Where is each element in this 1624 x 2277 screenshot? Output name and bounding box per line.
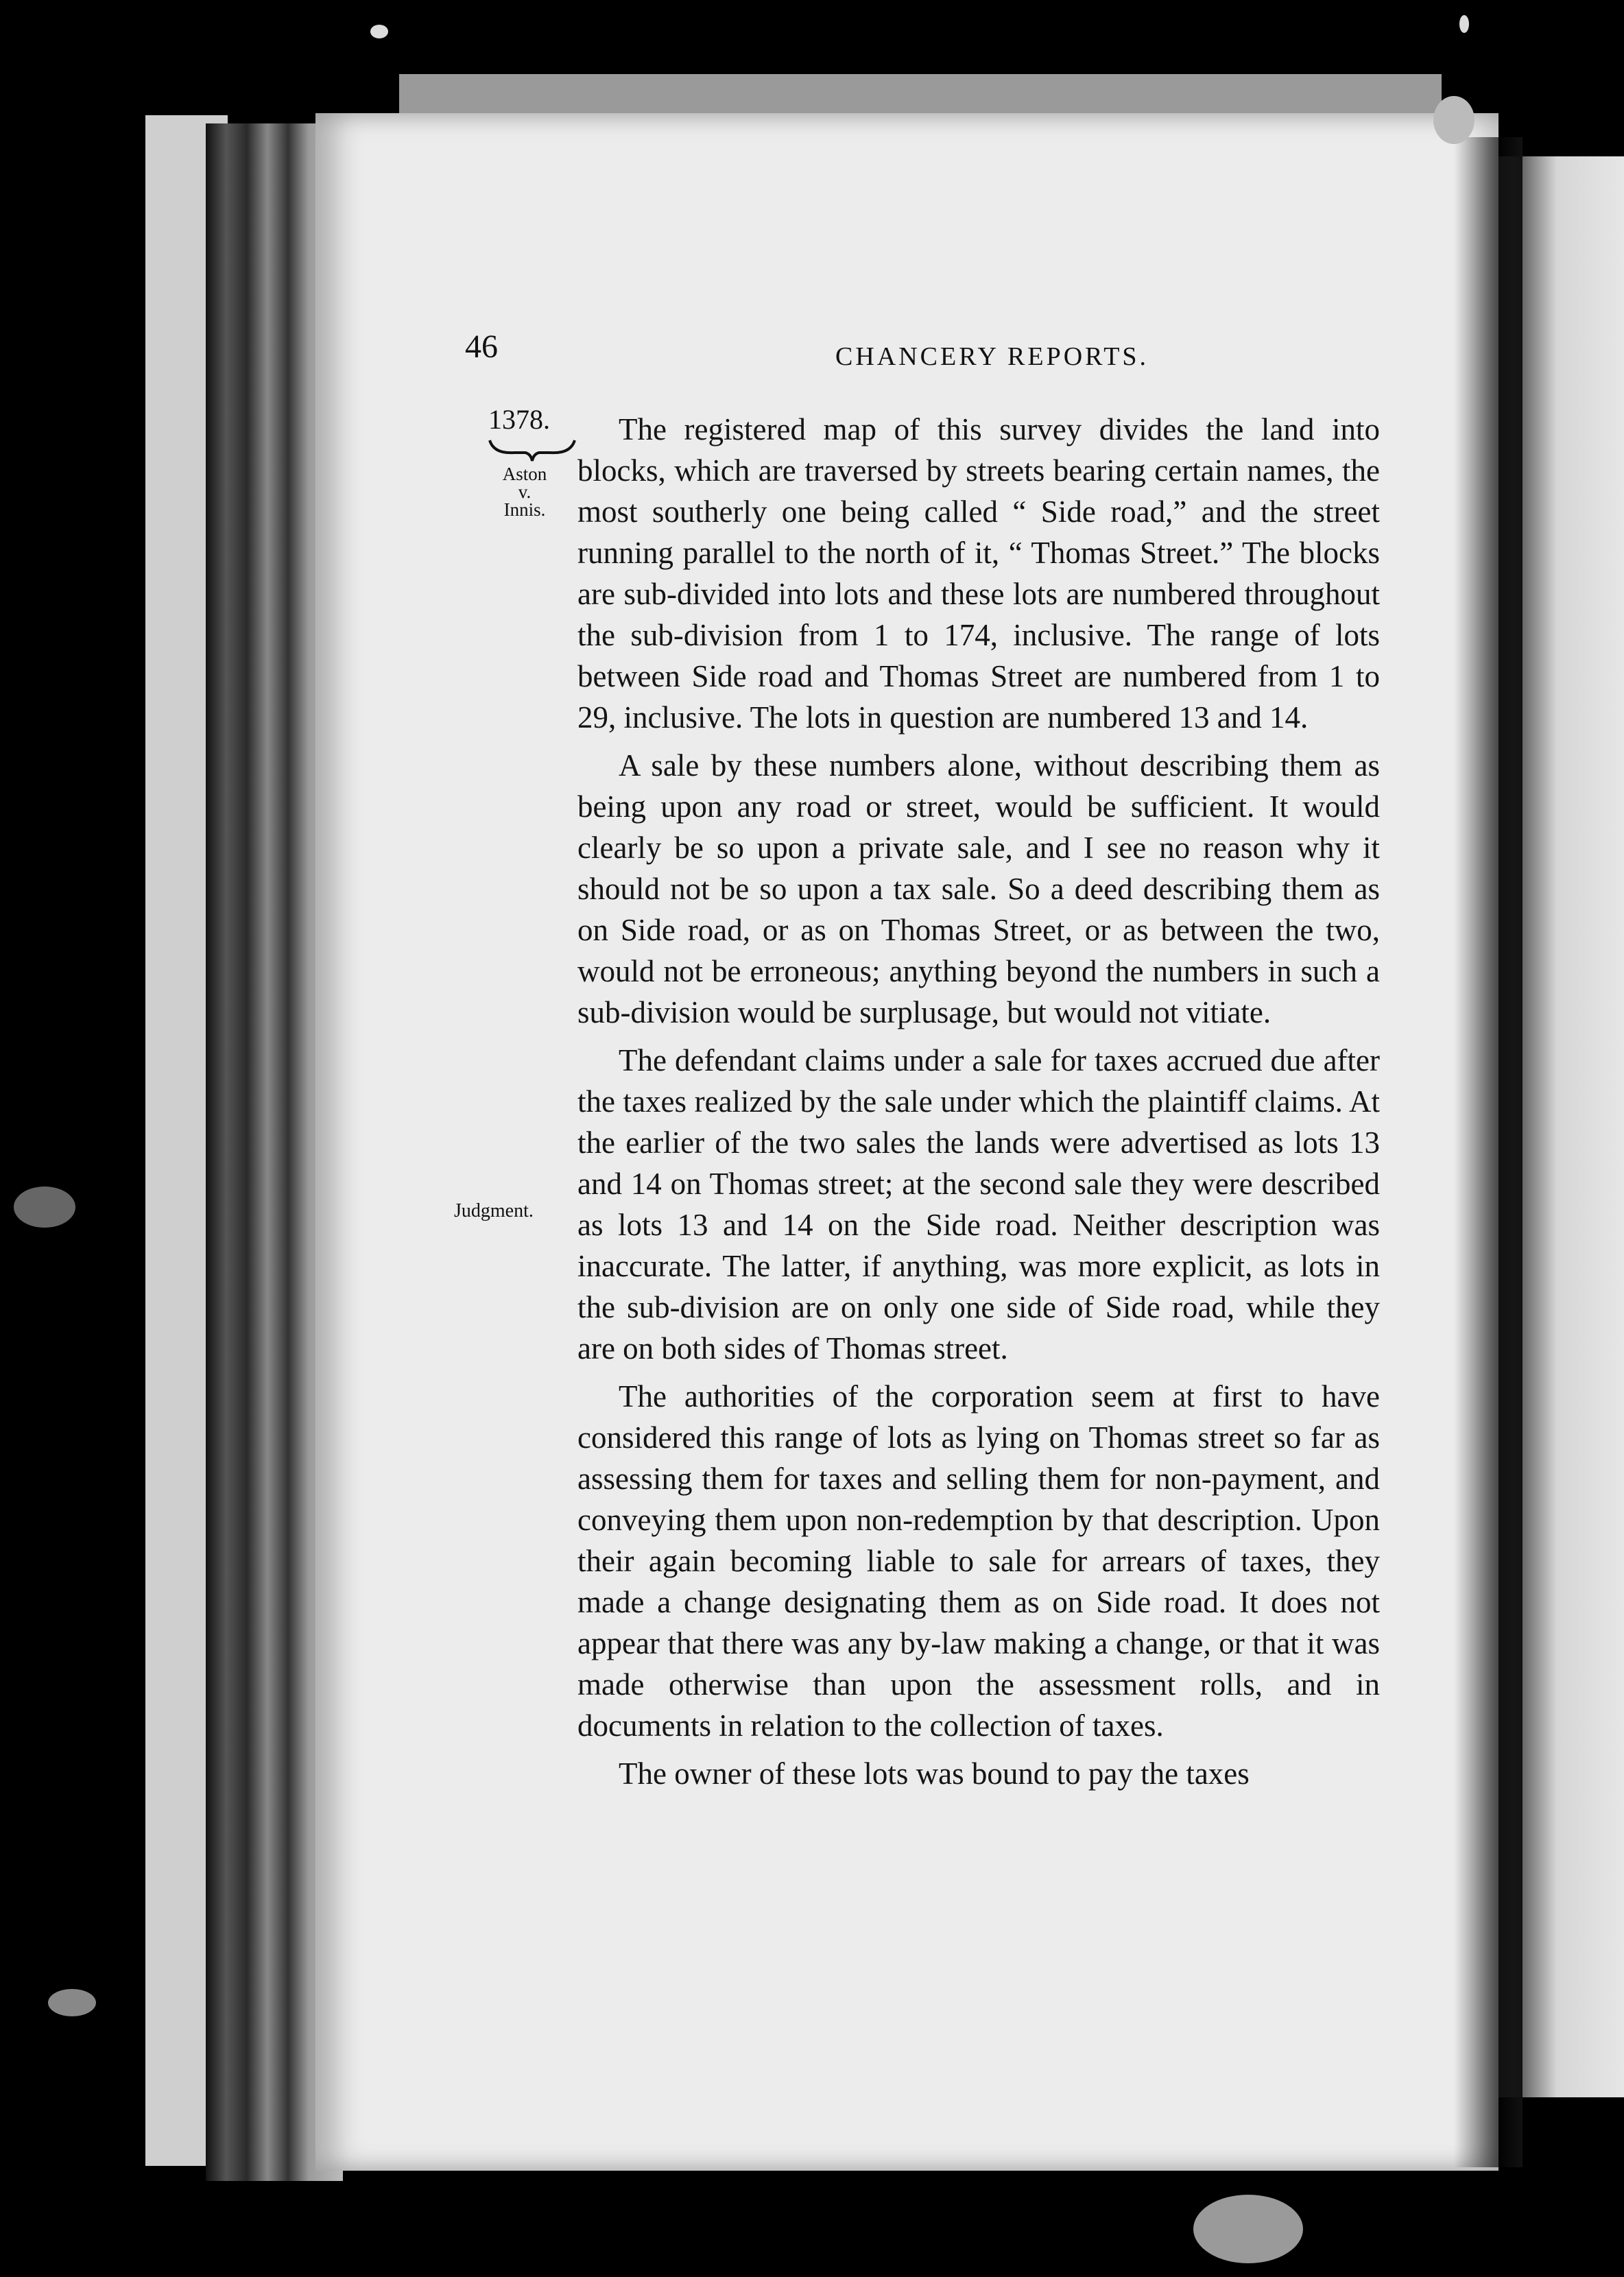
scan-speck	[14, 1187, 75, 1228]
margin-case-versus: v.	[518, 481, 532, 502]
running-head: CHANCERY REPORTS.	[835, 342, 1149, 371]
scan-speck	[1459, 15, 1469, 33]
page-fold-shadow	[1454, 137, 1522, 2167]
scan-speck	[1433, 96, 1474, 144]
paragraph-2: A sale by these numbers alone, without describing them as being upon any road or street, would be sufficient. It would clearly be so upon a private sale, and I see no reason why it should not be so upon a tax sale. So a deed describing them as on Side road, or as on Thomas Street, or as between the two, would not be erroneous; anything beyond the numbers in such a sub-division would be surplusage, but would not vitiate.	[577, 748, 1380, 1029]
margin-judgment-label: Judgment.	[454, 1200, 534, 1221]
margin-case-party-1: Aston	[502, 464, 547, 484]
margin-case-party-2: Innis.	[503, 499, 546, 520]
paragraph-1: The registered map of this survey divides the land into blocks, which are traversed by streets bearing certain names, the most southerly one being called “ Side road,” and the street running parallel to the north of it, “ Thomas Street.” The blocks are sub-divided into lots and these lots are numbered throughout the sub-division from 1 to 174, inclusive. The range of lots between Side road and Thomas Street are numbered from 1 to 29, inclusive. The lots in question are numbered 13 and 14.	[577, 412, 1380, 735]
margin-year: 1378.	[488, 404, 550, 435]
page-number: 46	[465, 329, 498, 365]
scan-speck	[48, 1989, 96, 2016]
paragraph-5: The owner of these lots was bound to pay the taxes	[619, 1756, 1250, 1791]
margin-case-name	[490, 465, 559, 518]
margin-brace-icon	[487, 436, 577, 464]
paragraph-3: The defendant claims under a sale for taxes accrued due after the taxes realized by the sale under which the plaintiff claims. At the earlier of the two sales the lands were advertised as lots 13 and 14 on Thomas street; at the second sale they were described as lots 13 and 14 on the Side road. Neither description was inaccurate. The latter, if anything, was more explicit, as lots in the sub-division are on only one side of Side road, while they are on both sides of Thomas street.	[577, 1043, 1380, 1366]
scan-speck	[370, 25, 388, 38]
paragraph-4: The authorities of the corporation seem at first to have considered this range of lots as lying on Thomas street so far as assessing them for taxes and selling them for non-payment, and conveying them upon non-redemption by that description. Upon their again becoming liable to sale for arrears of taxes, they made a change designating them as on Side road. It does not appear that there was any by-law making a change, or that it was made otherwise than upon the assessment rolls, and in documents in relation to the collection of taxes.	[577, 1379, 1380, 1743]
scan-speck	[1193, 2195, 1303, 2263]
body-text	[577, 409, 1380, 1794]
